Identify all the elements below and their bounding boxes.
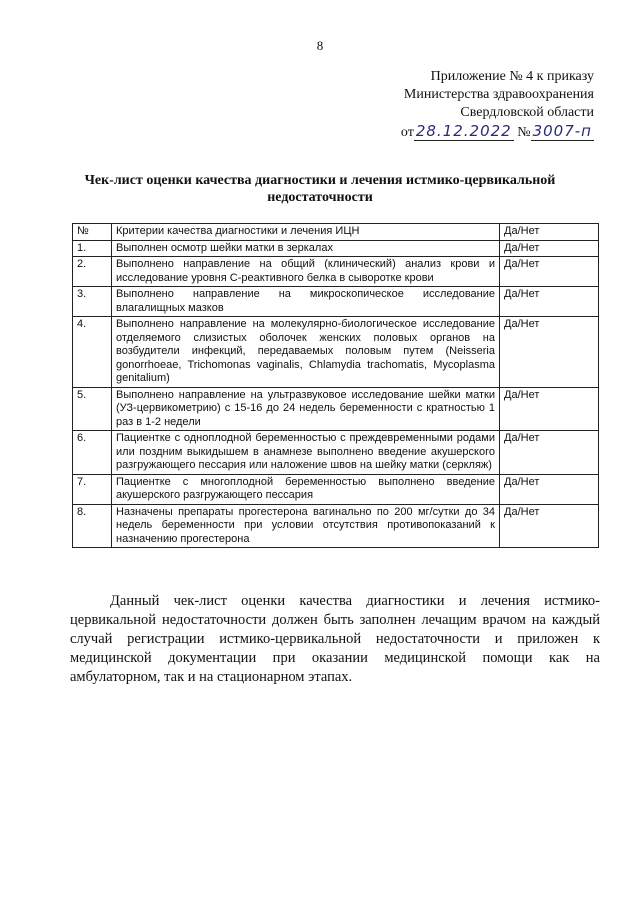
row-answer: Да/Нет <box>500 474 599 504</box>
row-criterion: Выполнено направление на общий (клинический) анализ крови и исследование уровня С-реактивного белка в сыворотке крови <box>112 257 500 287</box>
table-row <box>73 257 599 287</box>
row-criterion: Назначены препараты прогестерона вагинально по 200 мг/сутки до 34 недель беременности при условии отсутствия противопоказаний к назначению прогестерона <box>112 504 500 548</box>
row-answer: Да/Нет <box>500 240 599 257</box>
table-row <box>73 240 599 257</box>
appendix-header <box>401 68 594 142</box>
document-title: Чек-лист оценки качества диагностики и лечения истмико-цервикальной недостаточности <box>84 173 556 205</box>
date-prefix: от <box>400 125 414 140</box>
table-row <box>73 504 599 548</box>
row-criterion: Выполнено направление на молекулярно-биологическое исследование отделяемого слизистых оболочек женских половых органов на возбудители инфекций, передаваемых половым путем (Neisseria gonorrhoeae, Trichomonas vaginalis, Chlamydia trachomatis, Mycoplasma genitalium) <box>112 317 500 388</box>
header-criteria: Критерии качества диагностики и лечения ИЦН <box>112 224 500 241</box>
row-number: 7. <box>73 474 112 504</box>
row-answer: Да/Нет <box>500 431 599 475</box>
appendix-line-1: Приложение № 4 к приказу <box>430 69 594 84</box>
table-header-row <box>73 224 599 241</box>
row-answer: Да/Нет <box>500 287 599 317</box>
row-answer: Да/Нет <box>500 317 599 388</box>
number-prefix: № <box>517 125 531 140</box>
row-number: 3. <box>73 287 112 317</box>
row-criterion: Выполнен осмотр шейки матки в зеркалах <box>112 240 500 257</box>
row-criterion: Пациентке с одноплодной беременностью с преждевременными родами или поздним выкидышем в анамнезе выполнено введение акушерского разгружающего пессария или наложение швов на шейку матки (серкляж) <box>112 431 500 475</box>
appendix-line-3: Свердловской области <box>460 105 594 120</box>
appendix-line-2: Министерства здравоохранения <box>403 87 594 102</box>
row-number: 4. <box>73 317 112 388</box>
closing-paragraph: Данный чек-лист оценки качества диагностики и лечения истмико-цервикальной недостаточности должен быть заполнен лечащим врачом на каждый случай регистрации истмико-цервикальной недостаточности и приложен к медицинской документации при оказании медицинской помощи как на амбулаторном, так и на стационарном этапах. <box>70 593 600 685</box>
table-row <box>73 474 599 504</box>
table-row <box>73 387 599 431</box>
header-number: № <box>73 224 112 241</box>
table-row <box>73 431 599 475</box>
row-criterion: Выполнено направление на микроскопическое исследование влагалищных мазков <box>112 287 500 317</box>
row-number: 2. <box>73 257 112 287</box>
row-number: 6. <box>73 431 112 475</box>
row-criterion: Пациентке с многоплодной беременностью выполнено введение акушерского разгружающего пессария <box>112 474 500 504</box>
row-answer: Да/Нет <box>500 504 599 548</box>
handwritten-date: 28.12.2022 <box>415 122 512 140</box>
order-date-number-line <box>401 122 594 142</box>
row-number: 1. <box>73 240 112 257</box>
row-answer: Да/Нет <box>500 257 599 287</box>
row-answer: Да/Нет <box>500 387 599 431</box>
row-criterion: Выполнено направление на ультразвуковое исследование шейки матки (УЗ-цервикометрию) с 15-16 до 24 недель беременности с кратностью 1 раз в 1-2 недели <box>112 387 500 431</box>
table-row <box>73 317 599 388</box>
row-number: 5. <box>73 387 112 431</box>
handwritten-order-number: 3007-п <box>532 122 592 140</box>
checklist-table <box>72 223 599 548</box>
row-number: 8. <box>73 504 112 548</box>
table-row <box>73 287 599 317</box>
page-number: 8 <box>316 38 324 53</box>
header-answer: Да/Нет <box>500 224 599 241</box>
